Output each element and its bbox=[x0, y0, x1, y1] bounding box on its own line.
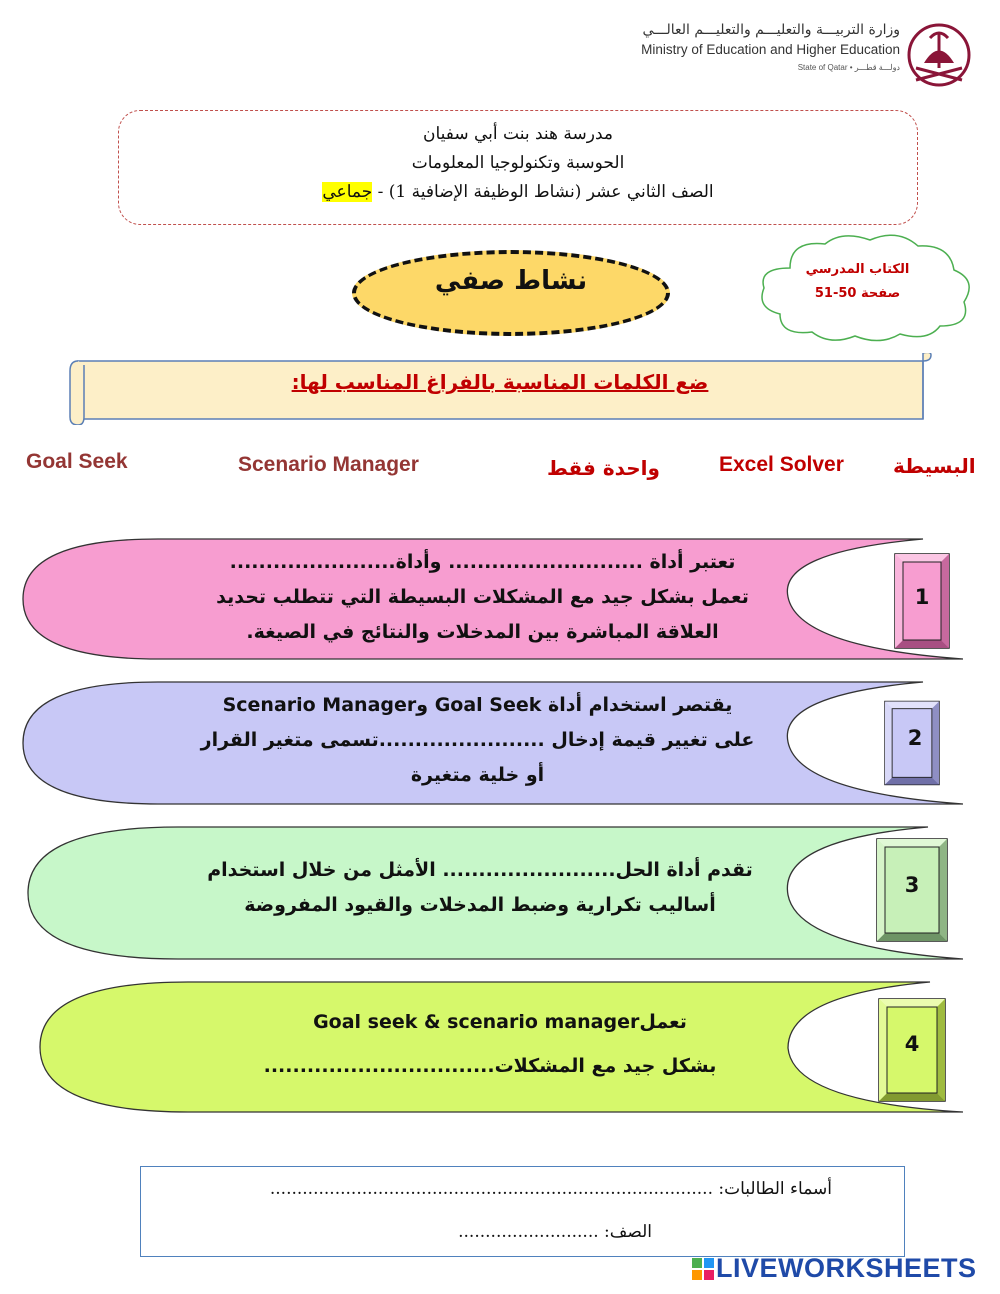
ministry-name-arabic: وزارة التربيـــة والتعليـــم والتعليـــم العالـــي bbox=[642, 22, 900, 38]
question-2-number: 2 bbox=[907, 726, 923, 750]
textbook-reference bbox=[775, 258, 940, 306]
state-label: State of Qatar • دولـــة قطـــر bbox=[797, 63, 900, 72]
class-field[interactable]: الصف: .......................... bbox=[458, 1222, 652, 1242]
question-4-line-2: بشكل جيد مع المشكلات................................ bbox=[263, 1055, 717, 1077]
word-scenario-manager: Scenario Manager bbox=[238, 453, 419, 476]
question-1-line-2: تعمل بشكل جيد مع المشكلات البسيطة التي تتطلب تحديد bbox=[216, 586, 749, 608]
subject-name: الحوسبة وتكنولوجيا المعلومات bbox=[411, 153, 625, 173]
grade-line bbox=[119, 182, 917, 202]
question-3-text bbox=[185, 853, 775, 923]
student-info-box bbox=[140, 1166, 905, 1257]
word-goal-seek: Goal Seek bbox=[26, 450, 128, 473]
word-excel-solver: Excel Solver bbox=[719, 453, 844, 476]
word-simple: البسيطة bbox=[893, 454, 976, 478]
school-name: مدرسة هند بنت أبي سفيان bbox=[422, 124, 614, 144]
question-2-text bbox=[180, 688, 775, 793]
group-mode-highlight: جماعي bbox=[322, 182, 373, 202]
word-only-one: واحدة فقط bbox=[547, 456, 660, 480]
question-1-line-1: تعتبر أداة ........................... وأداة....................... bbox=[229, 551, 736, 573]
question-1-number: 1 bbox=[914, 585, 930, 609]
question-4-line-1: تعملGoal seek & scenario manager bbox=[313, 1011, 687, 1033]
textbook-pages: صفحة 50-51 bbox=[814, 286, 901, 301]
question-2-line-1: يقتصر استخدام أداة Goal Seek وScenario Manager bbox=[222, 694, 733, 716]
question-4-text bbox=[230, 1000, 750, 1088]
question-4-number: 4 bbox=[904, 1032, 920, 1056]
liveworksheets-logo-icon bbox=[692, 1258, 714, 1282]
textbook-label: الكتاب المدرسي bbox=[805, 262, 910, 277]
ministry-name-english: Ministry of Education and Higher Education bbox=[641, 42, 900, 57]
instruction-text: ضع الكلمات المناسبة بالفراغ المناسب لها: bbox=[291, 370, 709, 394]
question-1-text bbox=[190, 545, 775, 650]
question-3-line-1: تقدم أداة الحل........................ الأمثل من خلال استخدام bbox=[207, 859, 753, 881]
question-2-line-2: على تغيير قيمة إدخال .......................تسمى متغير القرار bbox=[200, 729, 755, 751]
grade-text: الصف الثاني عشر (نشاط الوظيفة الإضافية 1) - bbox=[372, 182, 714, 202]
page-title: نشاط صفي bbox=[434, 266, 588, 296]
school-info-box bbox=[118, 110, 918, 225]
question-1-line-3: العلاقة المباشرة بين المدخلات والنتائج في الصيغة. bbox=[246, 621, 719, 643]
student-names-field[interactable]: أسماء الطالبات: .................................................................................. bbox=[269, 1179, 832, 1199]
question-3-line-2: أساليب تكرارية وضبط المدخلات والقيود المفروضة bbox=[244, 894, 716, 916]
question-2-line-3: أو خلية متغيرة bbox=[410, 764, 545, 786]
qatar-emblem-icon bbox=[904, 18, 974, 92]
question-3-number: 3 bbox=[904, 873, 920, 897]
liveworksheets-watermark: LIVEWORKSHEETS bbox=[716, 1253, 977, 1283]
